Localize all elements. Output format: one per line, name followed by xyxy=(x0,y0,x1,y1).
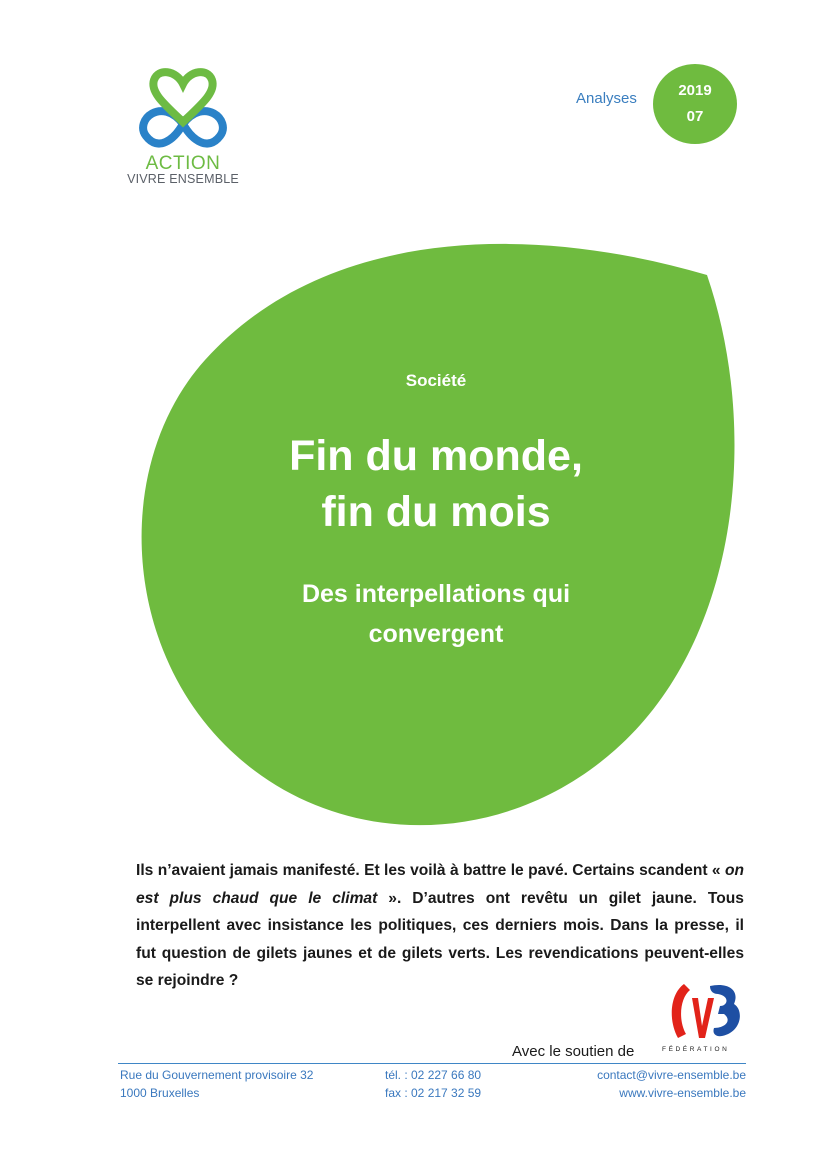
intro-quote: on est plus chaud que le climat xyxy=(136,862,744,907)
website-link[interactable]: www.vivre-ensemble.be xyxy=(619,1086,746,1100)
tel-number: tél. : 02 227 66 80 xyxy=(385,1068,482,1082)
footer-phone xyxy=(385,1066,481,1102)
page-title xyxy=(210,428,662,540)
intro-text-2: ». D’autres ont revêtu un gilet jaune. Tous interpellent avec insistance les politiques, ces derniers mois. Dans la presse, il fut question de gilets jaunes et de gilets verts. Les revendications peuvent-elles se rejoindre ? xyxy=(136,889,744,989)
logo-text-action: ACTION xyxy=(145,153,221,174)
intro-paragraph xyxy=(136,857,744,995)
title-line-1: Fin du monde, xyxy=(289,432,583,480)
logo-text-vivre-ensemble: VIVRE ENSEMBLE xyxy=(127,172,239,186)
series-label: Analyses xyxy=(576,90,637,107)
support-label: Avec le soutien de xyxy=(512,1043,635,1060)
subtitle-line-1: Des interpellations qui xyxy=(301,580,571,608)
footer-address xyxy=(120,1066,313,1102)
page-subtitle xyxy=(210,574,662,654)
footer-divider xyxy=(118,1063,746,1064)
intro-text-1: Ils n’avaient jamais manifesté. Et les voilà à battre le pavé. Certains scandent « xyxy=(136,862,725,879)
issue-number: 07 xyxy=(686,108,704,125)
address-line-1: Rue du Gouvernement provisoire 32 xyxy=(120,1068,314,1082)
email-link[interactable]: contact@vivre-ensemble.be xyxy=(597,1068,746,1082)
subtitle-line-2: convergent xyxy=(368,620,504,648)
issue-year: 2019 xyxy=(678,82,712,99)
title-line-2: fin du mois xyxy=(321,488,551,536)
fax-number: fax : 02 217 32 59 xyxy=(385,1086,482,1100)
footer-contact xyxy=(597,1066,746,1102)
address-line-2: 1000 Bruxelles xyxy=(120,1086,200,1100)
category-label: Société xyxy=(405,371,467,390)
fwb-text: FÉDÉRATION xyxy=(662,1046,730,1053)
